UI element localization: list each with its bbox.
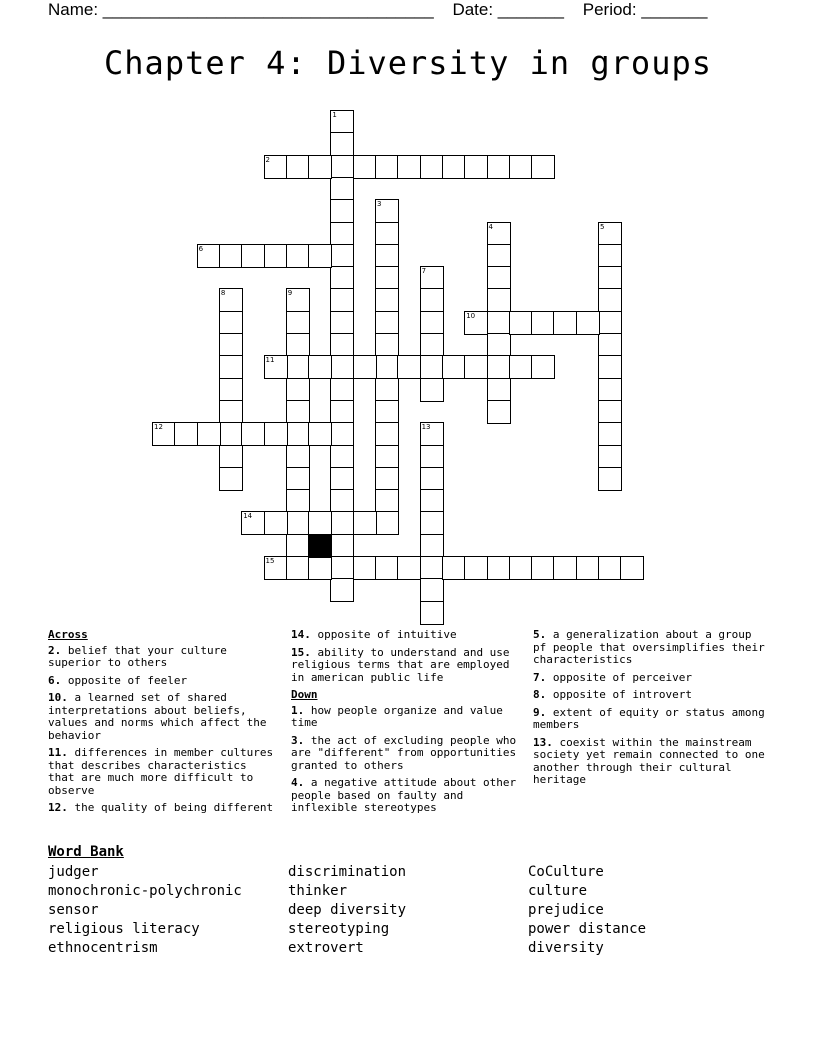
grid-cell[interactable] (420, 378, 444, 402)
grid-cell[interactable] (442, 155, 466, 179)
grid-cell[interactable] (375, 445, 399, 469)
clue-text: a negative attitude about other people based on faulty and inflexible stereotypes (291, 776, 517, 814)
grid-cell[interactable] (286, 333, 310, 357)
down-clue (291, 777, 519, 815)
clue-text: belief that your culture superior to others (48, 643, 227, 669)
grid-cell[interactable] (330, 288, 354, 312)
grid-cell[interactable] (598, 378, 622, 402)
clue-number: 5 (600, 222, 605, 231)
grid-cell[interactable] (330, 445, 354, 469)
grid-cell[interactable] (286, 311, 310, 335)
clue-number-label: 4. (291, 776, 305, 789)
grid-cell[interactable] (420, 556, 444, 580)
grid-cell[interactable] (509, 155, 533, 179)
word-bank-item: CoCulture (528, 864, 604, 880)
grid-cell[interactable] (353, 556, 377, 580)
grid-cell[interactable] (308, 511, 332, 535)
grid-cell[interactable] (353, 511, 377, 535)
clue-text: a generalization about a group pf people that oversimplifies their characteristics (533, 628, 765, 666)
grid-cell[interactable] (330, 467, 354, 491)
word-bank-item: power distance (528, 921, 647, 937)
grid-cell[interactable] (375, 288, 399, 312)
clue-number: 6 (198, 244, 204, 253)
down-clue (533, 707, 765, 732)
clue-number: 14 (243, 512, 253, 521)
grid-cell[interactable] (553, 311, 577, 335)
grid-cell[interactable] (375, 511, 399, 535)
grid-cell[interactable] (509, 355, 533, 379)
grid-cell[interactable] (308, 355, 332, 379)
grid-cell[interactable] (375, 333, 399, 357)
grid-cell[interactable] (197, 422, 221, 446)
grid-cell[interactable] (330, 333, 354, 357)
grid-cell[interactable] (264, 422, 288, 446)
date-field-label[interactable]: Date: _______ (452, 0, 564, 19)
clue-number: 4 (488, 222, 493, 231)
across-clue (48, 747, 274, 797)
grid-cell[interactable] (509, 311, 533, 335)
clue-number: 7 (421, 267, 427, 276)
grid-cell[interactable] (330, 534, 354, 558)
clue-text: how people organize and value time (291, 703, 503, 729)
across-clue (48, 692, 274, 742)
grid-cell[interactable] (620, 556, 644, 580)
down-clue (533, 737, 765, 787)
grid-cell[interactable] (420, 445, 444, 469)
word-bank-item: extrovert (288, 940, 364, 956)
down-heading: Down (291, 688, 318, 701)
clue-number: 8 (220, 289, 226, 298)
grid-cell[interactable] (397, 155, 421, 179)
word-bank-item: ethnocentrism (48, 940, 158, 956)
clue-number: 10 (466, 311, 476, 320)
clue-text: differences in member cultures that describes characteristics that are much more difficult to observe (48, 746, 274, 797)
down-clue (291, 705, 519, 730)
grid-cell[interactable] (330, 199, 354, 223)
clue-text: the act of excluding people who are "different" from opportunities granted to others (291, 733, 517, 772)
grid-cell[interactable] (308, 556, 332, 580)
grid-cell[interactable] (375, 400, 399, 424)
grid-cell[interactable] (531, 155, 555, 179)
grid-cell[interactable] (375, 355, 399, 379)
grid-cell[interactable] (353, 155, 377, 179)
word-bank-item: deep diversity (288, 902, 407, 918)
grid-cell[interactable] (286, 489, 310, 513)
word-bank-item: monochronic-polychronic (48, 883, 242, 899)
word-bank-item: stereotyping (288, 921, 390, 937)
grid-cell[interactable] (487, 288, 511, 312)
grid-cell[interactable] (375, 244, 399, 268)
grid-cell[interactable] (286, 355, 310, 379)
grid-cell[interactable] (598, 244, 622, 268)
grid-cell[interactable] (442, 556, 466, 580)
word-bank-item: prejudice (528, 902, 604, 918)
grid-cell[interactable] (330, 155, 354, 179)
grid-cell[interactable] (375, 155, 399, 179)
grid-cell[interactable] (330, 578, 354, 602)
grid-cell[interactable] (598, 333, 622, 357)
word-bank-item: judger (48, 864, 99, 880)
grid-cell[interactable] (330, 378, 354, 402)
grid-cell[interactable] (487, 400, 511, 424)
grid-cell[interactable] (531, 311, 555, 335)
grid-cell[interactable] (576, 556, 600, 580)
grid-cell[interactable] (598, 400, 622, 424)
clue-number-label: 13. (533, 735, 553, 749)
grid-cell[interactable] (487, 311, 511, 335)
clue-number: 9 (287, 289, 293, 298)
grid-cell[interactable] (286, 244, 310, 268)
clue-number-label: 3. (291, 733, 305, 747)
grid-cell[interactable] (219, 355, 243, 379)
grid-cell[interactable] (353, 355, 377, 379)
across-heading: Across (48, 628, 88, 641)
grid-cell[interactable] (598, 556, 622, 580)
clue-text: a learned set of shared interpretations about beliefs, values and norms which affect the behavior (48, 691, 267, 742)
grid-cell[interactable] (375, 489, 399, 513)
grid-cell[interactable] (330, 511, 354, 535)
word-bank-column-1 (48, 863, 242, 958)
word-bank-column-2 (288, 863, 406, 958)
grid-cell[interactable] (219, 467, 243, 491)
clues-column-3 (533, 629, 765, 792)
grid-cell[interactable] (375, 556, 399, 580)
grid-cell[interactable] (330, 422, 354, 446)
word-bank-column-3 (528, 863, 646, 958)
grid-cell[interactable] (330, 400, 354, 424)
grid-cell[interactable] (487, 355, 511, 379)
header-line (48, 0, 722, 20)
name-field-label[interactable]: Name: ___________________________________ (48, 0, 434, 19)
clue-number-label: 7. (533, 670, 547, 684)
clue-text: coexist within the mainstream society yet remain connected to one another through their cultural heritage (533, 735, 765, 786)
clue-number-label: 14. (291, 628, 311, 641)
grid-cell[interactable] (464, 355, 488, 379)
grid-cell[interactable] (286, 422, 310, 446)
word-bank-item: culture (528, 883, 588, 899)
clue-number-label: 15. (291, 645, 311, 659)
grid-cell[interactable] (487, 333, 511, 357)
word-bank-item: religious literacy (48, 921, 200, 937)
grid-cell[interactable] (397, 355, 421, 379)
clue-number: 12 (154, 423, 163, 432)
grid-cell[interactable] (420, 355, 444, 379)
grid-cell[interactable] (219, 400, 243, 424)
grid-cell[interactable] (375, 378, 399, 402)
word-bank-item: diversity (528, 940, 604, 956)
grid-cell[interactable] (375, 311, 399, 335)
grid-cell[interactable] (375, 266, 399, 290)
grid-cell[interactable] (420, 534, 444, 558)
grid-cell[interactable] (531, 556, 555, 580)
across-clue (48, 802, 274, 815)
grid-cell[interactable] (420, 311, 444, 335)
grid-cell[interactable] (219, 311, 243, 335)
period-field-label[interactable]: Period: _______ (582, 0, 708, 19)
down-clue (533, 629, 765, 667)
clue-number-label: 10. (48, 691, 68, 704)
grid-cell[interactable] (598, 266, 622, 290)
page-title: Chapter 4: Diversity in groups (104, 44, 712, 82)
grid-cell[interactable] (241, 244, 265, 268)
grid-cell[interactable] (375, 222, 399, 246)
word-bank-item: sensor (48, 902, 99, 918)
clue-number-label: 12. (48, 801, 68, 814)
word-bank-item: thinker (288, 883, 348, 899)
grid-cell[interactable] (531, 355, 555, 379)
grid-cell[interactable] (598, 288, 622, 312)
grid-cell[interactable] (219, 378, 243, 402)
clue-text: opposite of intuitive (310, 628, 457, 641)
clue-number-label: 11. (48, 746, 68, 759)
grid-cell[interactable] (487, 378, 511, 402)
clue-number-label: 8. (533, 688, 547, 701)
grid-cell[interactable] (420, 489, 444, 513)
grid-cell[interactable] (420, 467, 444, 491)
grid-cell[interactable] (286, 467, 310, 491)
grid-cell[interactable] (241, 422, 265, 446)
across-clue (48, 645, 274, 670)
across-clue (291, 647, 519, 685)
grid-cell[interactable] (487, 244, 511, 268)
grid-cell[interactable] (330, 222, 354, 246)
grid-cell[interactable] (286, 534, 310, 558)
clue-number: 3 (377, 200, 382, 209)
grid-cell[interactable] (598, 422, 622, 446)
clue-number-label: 2. (48, 643, 62, 657)
grid-cell[interactable] (330, 489, 354, 513)
grid-cell[interactable] (509, 556, 533, 580)
grid-cell[interactable] (598, 311, 622, 335)
grid-cell[interactable] (286, 556, 310, 580)
grid-cell[interactable] (464, 556, 488, 580)
clue-number: 15 (265, 557, 275, 565)
grid-cell[interactable] (375, 467, 399, 491)
grid-cell[interactable] (420, 601, 444, 625)
clue-text: opposite of perceiver (546, 670, 692, 684)
grid-cell[interactable] (330, 311, 354, 335)
grid-cell[interactable] (420, 288, 444, 312)
across-clue (291, 629, 519, 642)
down-clue (533, 689, 765, 702)
grid-cell[interactable] (598, 445, 622, 469)
grid-cell[interactable] (330, 266, 354, 290)
grid-cell[interactable] (264, 511, 288, 535)
grid-cell[interactable] (286, 155, 310, 179)
grid-cell[interactable] (598, 467, 622, 491)
grid-cell[interactable] (286, 400, 310, 424)
clues-column-1 (48, 629, 274, 820)
grid-cell[interactable] (286, 445, 310, 469)
grid-cell[interactable] (308, 244, 332, 268)
clue-number: 11 (265, 356, 275, 365)
grid-cell[interactable] (464, 155, 488, 179)
grid-cell[interactable] (219, 445, 243, 469)
grid-cell[interactable] (330, 132, 354, 156)
grid-cell[interactable] (553, 556, 577, 580)
grid-cell[interactable] (487, 266, 511, 290)
clue-number: 13 (421, 423, 431, 432)
clue-text: the quality of being different (67, 801, 274, 814)
grid-cell[interactable] (308, 155, 332, 179)
grid-cell[interactable] (219, 333, 243, 357)
clue-text: opposite of introvert (546, 688, 692, 701)
word-bank-title: Word Bank (48, 844, 124, 860)
clue-text: ability to understand and use religious terms that are employed in american public life (291, 645, 510, 684)
clue-number: 2 (265, 155, 270, 164)
grid-cell[interactable] (330, 177, 354, 201)
grid-cell[interactable] (330, 355, 354, 379)
word-bank-item: discrimination (288, 864, 407, 880)
grid-cell[interactable] (219, 244, 243, 268)
clue-text: extent of equity or status among members (533, 705, 765, 731)
grid-cell[interactable] (375, 422, 399, 446)
across-clue (48, 675, 274, 688)
grid-cell[interactable] (308, 422, 332, 446)
clues-column-2 (291, 629, 519, 820)
clue-number-label: 5. (533, 628, 547, 641)
black-cell (308, 534, 332, 558)
grid-cell[interactable] (330, 556, 354, 580)
grid-cell[interactable] (576, 311, 600, 335)
clue-number-label: 1. (291, 703, 305, 717)
grid-cell[interactable] (487, 556, 511, 580)
clue-number-label: 6. (48, 673, 62, 687)
clue-number: 1 (332, 111, 337, 119)
grid-cell[interactable] (487, 155, 511, 179)
down-clue (533, 672, 765, 685)
grid-cell[interactable] (286, 378, 310, 402)
grid-cell[interactable] (598, 355, 622, 379)
grid-cell[interactable] (286, 511, 310, 535)
down-clue (291, 735, 519, 773)
grid-cell[interactable] (420, 333, 444, 357)
grid-cell[interactable] (219, 422, 243, 446)
clue-number-label: 9. (533, 705, 547, 719)
grid-cell[interactable] (420, 155, 444, 179)
grid-cell[interactable] (397, 556, 421, 580)
clue-text: opposite of feeler (61, 673, 188, 687)
grid-cell[interactable] (442, 355, 466, 379)
grid-cell[interactable] (330, 244, 354, 268)
grid-cell[interactable] (264, 244, 288, 268)
grid-cell[interactable] (420, 578, 444, 602)
grid-cell[interactable] (420, 511, 444, 535)
grid-cell[interactable] (174, 422, 198, 446)
